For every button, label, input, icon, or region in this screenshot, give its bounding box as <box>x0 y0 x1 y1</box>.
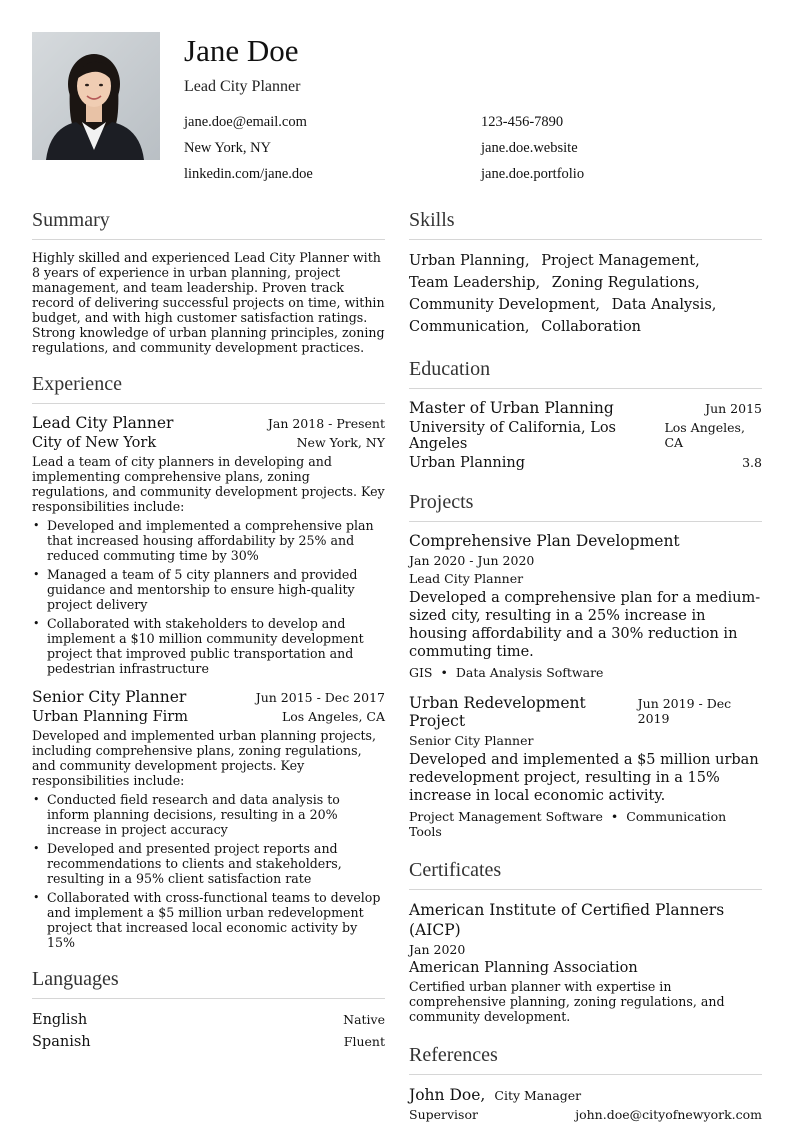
list-item: • Collaborated with cross-functional teams to develop and implement a $5 million urban redevelopment project that increased local economic activity by 15% <box>32 890 385 950</box>
tool-tag: Communication Tools <box>409 809 727 839</box>
certificate-issuer: American Planning Association <box>409 960 638 976</box>
skill-item: Urban Planning, <box>409 253 530 269</box>
languages-section <box>32 964 385 1053</box>
section-title-education: Education <box>409 358 491 380</box>
language-name: English <box>32 1012 88 1028</box>
education-gpa: 3.8 <box>742 455 762 470</box>
job-company: City of New York <box>32 435 157 451</box>
contact-portfolio[interactable]: jane.doe.portfolio <box>481 166 585 182</box>
job-description: Lead a team of city planners in developing and implementing comprehensive plans, zoning regulations, and community development projects. Key responsibilities include: <box>32 454 385 514</box>
language-row <box>32 1009 385 1031</box>
tool-tag: Project Management Software <box>409 809 603 824</box>
education-section <box>409 354 762 471</box>
section-divider <box>409 521 762 522</box>
education-date: Jun 2015 <box>705 401 762 416</box>
skill-item: Communication, <box>409 319 530 335</box>
candidate-title: Lead City Planner <box>184 78 301 95</box>
project-name: Comprehensive Plan Development <box>409 532 680 550</box>
project-description: Developed a comprehensive plan for a medium-sized city, resulting in a 25% increase in housing affordability and a 30% reduction in commuting time. <box>409 590 761 660</box>
job-bullets <box>32 792 385 950</box>
section-title-skills: Skills <box>409 209 455 231</box>
section-title-summary: Summary <box>32 209 110 231</box>
education-school: University of California, Los Angeles <box>409 420 616 452</box>
project-role: Lead City Planner <box>409 571 524 586</box>
reference-relation: Supervisor <box>409 1107 478 1122</box>
contact-linkedin[interactable]: linkedin.com/jane.doe <box>184 166 313 182</box>
separator-dot: • <box>440 665 448 680</box>
project-entry <box>409 532 762 680</box>
skill-item: Team Leadership, <box>409 275 541 291</box>
education-degree: Master of Urban Planning <box>409 399 614 417</box>
section-divider <box>409 239 762 240</box>
job-dates: Jan 2018 - Present <box>267 416 385 431</box>
language-level: Fluent <box>343 1034 385 1049</box>
project-name: Urban Redevelopment Project <box>409 694 586 730</box>
education-location: Los Angeles, CA <box>664 420 745 450</box>
project-dates: Jun 2019 - Dec 2019 <box>637 696 732 726</box>
language-level: Native <box>343 1012 385 1027</box>
skill-item: Community Development, <box>409 297 600 313</box>
education-field: Urban Planning <box>409 455 525 471</box>
list-item: • Collaborated with stakeholders to develop and implement a $10 million community development project that improved public transportation and pedestrian infrastructure <box>32 616 385 676</box>
tool-tag: Data Analysis Software <box>455 665 604 680</box>
project-description: Developed and implemented a $5 million urban redevelopment project, resulting in a 15% increase in local economic activity. <box>409 752 759 804</box>
section-divider <box>32 239 385 240</box>
certificate-date: Jan 2020 <box>409 942 466 957</box>
separator-dot: • <box>610 809 619 824</box>
right-column <box>409 205 762 1122</box>
section-divider <box>32 403 385 404</box>
job-entry <box>32 414 385 676</box>
section-divider <box>32 998 385 999</box>
reference-position: City Manager <box>494 1088 582 1103</box>
section-divider <box>409 388 762 389</box>
certificate-description: Certified urban planner with expertise in comprehensive planning, zoning regulations, and community development. <box>409 979 725 1024</box>
skill-item: Collaboration <box>541 319 642 335</box>
list-item: • Developed and implemented a comprehensive plan that increased housing affordability by 25% and reduced commuting time by 30% <box>32 518 385 563</box>
skill-item: Data Analysis, <box>611 297 717 313</box>
references-section <box>409 1040 762 1122</box>
section-title-experience: Experience <box>32 373 122 395</box>
skill-item: Zoning Regulations, <box>551 275 700 291</box>
job-bullets <box>32 518 385 676</box>
project-dates: Jan 2020 - Jun 2020 <box>409 553 535 568</box>
section-title-references: References <box>409 1044 498 1066</box>
list-item: • Managed a team of 5 city planners and provided guidance and mentorship to ensure high-quality project delivery <box>32 567 385 612</box>
summary-text: Highly skilled and experienced Lead City Planner with 8 years of experience in urban planning, project management, and team leadership. Proven track record of delivering successful projects on time, within budget, and with high customer satisfaction ratings. Strong knowledge of urban planning principles, zoning regulations, and community development practices. <box>32 250 385 355</box>
contact-website[interactable]: jane.doe.website <box>481 140 578 156</box>
reference-name: John Doe, <box>409 1086 486 1104</box>
list-item: • Developed and presented project reports and recommendations to clients and stakeholders, resulting in a 95% client satisfaction rate <box>32 841 385 886</box>
tool-tag: GIS <box>409 665 433 680</box>
skills-list <box>409 250 762 338</box>
project-tools <box>409 809 762 839</box>
job-role: Senior City Planner <box>32 688 187 706</box>
skills-section <box>409 205 762 338</box>
certificates-section <box>409 855 762 1024</box>
section-divider <box>409 889 762 890</box>
job-dates: Jun 2015 - Dec 2017 <box>255 690 385 705</box>
language-name: Spanish <box>32 1034 91 1050</box>
job-location: Los Angeles, CA <box>281 709 385 724</box>
list-item: • Conducted field research and data analysis to inform planning decisions, resulting in a 20% increase in project accuracy <box>32 792 385 837</box>
contact-location: New York, NY <box>184 140 272 156</box>
left-column <box>32 205 385 1053</box>
certificate-name: American Institute of Certified Planners (AICP) <box>409 901 725 939</box>
candidate-name: Jane Doe <box>184 33 299 68</box>
contact-phone[interactable]: 123-456-7890 <box>481 114 564 130</box>
profile-photo <box>32 32 160 160</box>
job-entry <box>32 688 385 950</box>
contact-email[interactable]: jane.doe@email.com <box>184 114 307 130</box>
section-divider <box>409 1074 762 1075</box>
reference-email[interactable]: john.doe@cityofnewyork.com <box>575 1107 762 1122</box>
skill-item: Project Management, <box>541 253 700 269</box>
section-title-projects: Projects <box>409 491 474 513</box>
job-location: New York, NY <box>296 435 385 450</box>
section-title-languages: Languages <box>32 968 119 990</box>
project-tools <box>409 665 762 680</box>
project-entry <box>409 694 762 839</box>
language-row <box>32 1031 385 1053</box>
job-company: Urban Planning Firm <box>32 709 188 725</box>
job-description: Developed and implemented urban planning projects, including comprehensive plans, zoning regulations, and community development projects. Key responsibilities include: <box>32 728 377 788</box>
job-role: Lead City Planner <box>32 414 174 432</box>
experience-section <box>32 369 385 950</box>
project-role: Senior City Planner <box>409 733 534 748</box>
projects-section <box>409 487 762 839</box>
section-title-certificates: Certificates <box>409 859 502 881</box>
summary-section <box>32 205 385 355</box>
